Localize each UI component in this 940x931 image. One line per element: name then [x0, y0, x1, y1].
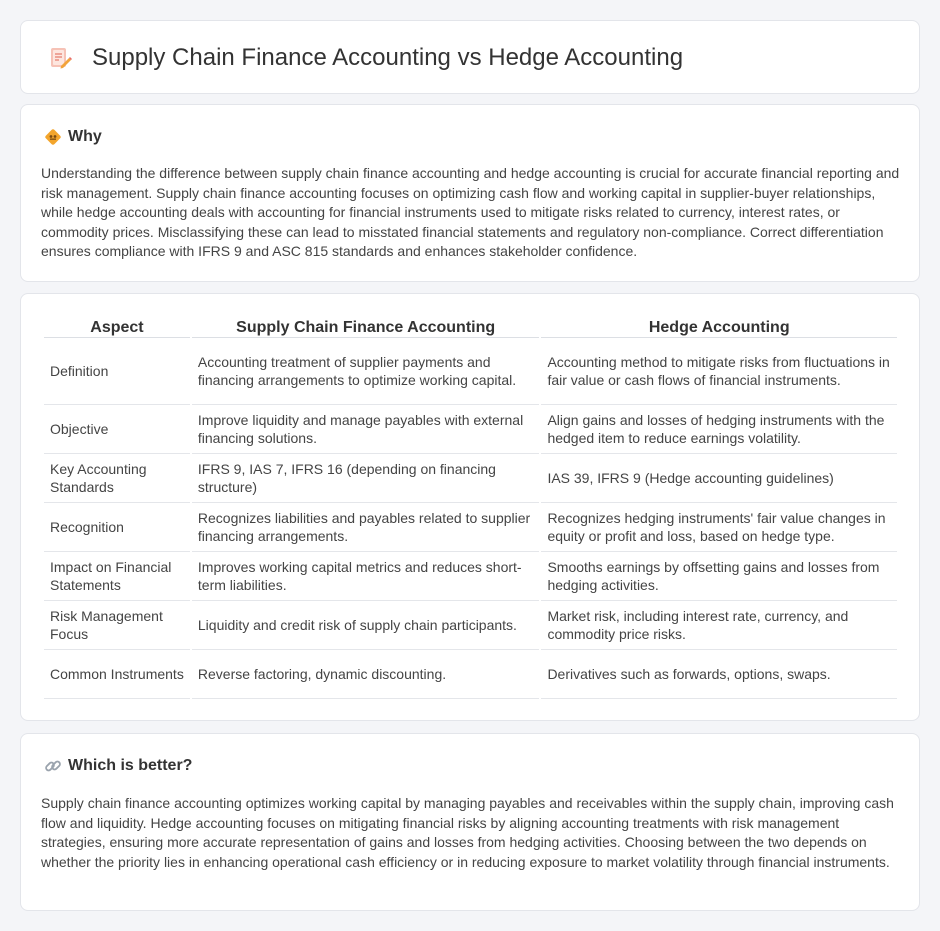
link-icon [44, 757, 62, 775]
cell-hedge: Derivatives such as forwards, options, swaps. [541, 650, 897, 699]
cell-aspect: Risk Management Focus [44, 601, 190, 650]
cell-aspect: Recognition [44, 503, 190, 552]
cell-scf: Improve liquidity and manage payables with external financing solutions. [192, 405, 540, 454]
table-row [44, 454, 897, 503]
cell-hedge: Align gains and losses of hedging instruments with the hedged item to reduce earnings volatility. [541, 405, 897, 454]
cell-scf: Recognizes liabilities and payables related to supplier financing arrangements. [192, 503, 540, 552]
cell-scf: IFRS 9, IAS 7, IFRS 16 (depending on financing structure) [192, 454, 540, 503]
cell-scf: Accounting treatment of supplier payments and financing arrangements to optimize working capital. [192, 338, 540, 405]
table-row [44, 601, 897, 650]
cell-aspect: Key Accounting Standards [44, 454, 190, 503]
why-text: Understanding the difference between supply chain finance accounting and hedge accounting is crucial for accurate financial reporting and risk management. Supply chain finance accounting focuses on optimizing cash flow and working capital in supplier-buyer relationships, while hedge accounting deals with accounting for financial instruments used to mitigate risks related to currency, interest rates, or commodity prices. Misclassifying these can lead to misstated financial statements and regulatory non-compliance. Correct differentiation ensures compliance with IFRS 9 and ASC 815 standards and enhances stakeholder confidence. [41, 165, 900, 259]
cell-hedge: Accounting method to mitigate risks from fluctuations in fair value or cash flows of financial instruments. [541, 338, 897, 405]
table-row [44, 405, 897, 454]
table-header-row [44, 316, 897, 338]
comparison-table [42, 316, 899, 699]
document-pen-icon [48, 46, 72, 70]
cell-hedge: IAS 39, IFRS 9 (Hedge accounting guidelines) [541, 454, 897, 503]
cell-hedge: Recognizes hedging instruments' fair value changes in equity or profit and loss, based on hedge type. [541, 503, 897, 552]
cell-hedge: Market risk, including interest rate, currency, and commodity price risks. [541, 601, 897, 650]
better-section [20, 733, 920, 911]
better-text: Supply chain finance accounting optimizes working capital by managing payables and receivables within the supply chain, improving cash flow and liquidity. Hedge accounting focuses on mitigating financial risks by aligning accounting treatments with risk management strategies, ensuring more accurate representation of gains and losses from hedging activities. Choosing between the two depends on whether the priority lies in enhancing operational cash efficiency or in reducing exposure to market volatility through financial instruments. [41, 795, 894, 870]
cell-scf: Reverse factoring, dynamic discounting. [192, 650, 540, 699]
cell-scf: Liquidity and credit risk of supply chain participants. [192, 601, 540, 650]
cell-scf: Improves working capital metrics and reduces short-term liabilities. [192, 552, 540, 601]
header-hedge: Hedge Accounting [541, 316, 897, 338]
table-row [44, 552, 897, 601]
cell-aspect: Definition [44, 338, 190, 405]
table-row [44, 338, 897, 405]
cell-aspect: Objective [44, 405, 190, 454]
why-section [20, 104, 920, 282]
cell-hedge: Smooths earnings by offsetting gains and losses from hedging activities. [541, 552, 897, 601]
why-heading: Why [68, 128, 102, 145]
cell-aspect: Impact on Financial Statements [44, 552, 190, 601]
header-scf: Supply Chain Finance Accounting [192, 316, 540, 338]
table-row [44, 650, 897, 699]
comparison-section [20, 293, 920, 721]
diamond-sign-icon [44, 128, 62, 146]
better-heading: Which is better? [68, 757, 193, 774]
table-row [44, 503, 897, 552]
page-title: Supply Chain Finance Accounting vs Hedge Accounting [92, 44, 684, 71]
header-aspect: Aspect [44, 316, 190, 338]
cell-aspect: Common Instruments [44, 650, 190, 699]
title-card [20, 20, 920, 94]
